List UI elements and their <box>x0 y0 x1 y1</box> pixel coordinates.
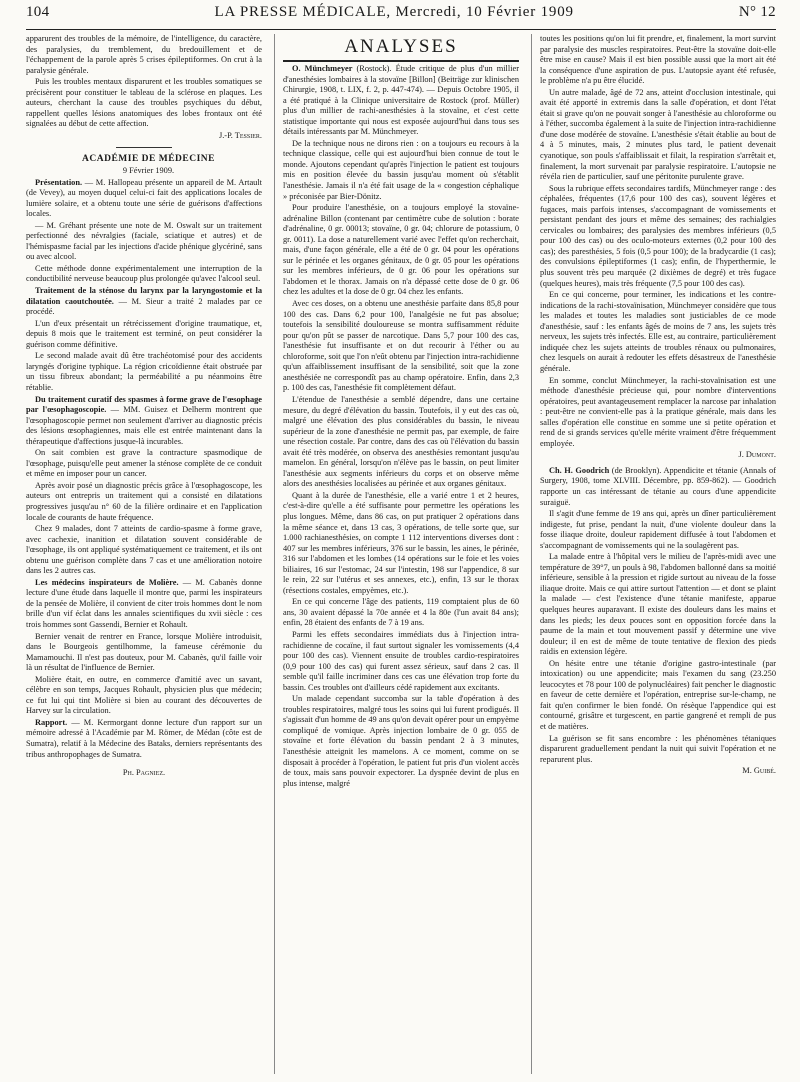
paragraph: De la technique nous ne dirons rien : on a toujours eu recours à la technique classique, celle qui est aujourd'hui bien connue de tout le monde. Ajoutons cependant qu'après l'injection le patient est toujours mis en position élevée du bassin jusqu'au moment où s'établit l'anesthésie. Jamais il n'a été fait usage de la « congestion céphalique » préconisée par Bier-Dönitz. <box>283 138 519 201</box>
paragraph <box>26 578 262 631</box>
columns <box>26 34 776 1074</box>
paragraph-text: — M. Hallopeau présente un appareil de M. Artault (de Vevey), au moyen duquel celui-ci fait des applications locales de lumière solaire, et a obtenu toute une série de guérisons d'affections locales. <box>26 177 262 219</box>
paragraph: Pour produire l'anesthésie, on a toujours employé la stovaïne-adrénaline Billon (contenant par centimètre cube de solution : borate d'adrénaline, 0 gr. 00013; stovaïne, 0 gr. 04; chlorure de potassium, 0 gr. 0011). La dose a naturellement varié avec l'effet qu'on recherchait, mais, d'une façon générale, elle a été de 0 gr. 04 pour les opérations sur le périnée et les organes génitaux, de 0 gr. 05 pour les opérations sur les membres inférieurs, de 0 gr. 06 pour les opérations sur l'abdomen et le thorax. Jamais on n'a dépassé cette dose de 0 gr. 06 chez les adultes et la dose de 0 gr. 04 chez les enfants. <box>283 203 519 297</box>
paragraph-heading: Traitement de la sténose du larynx par la laryngostomie et la dilatation caoutchoutée. <box>26 286 262 306</box>
paragraph-text: — M. Kermorgant donne lecture d'un rapport sur un mémoire adressé à l'Académie par M. Römer, de Médan (côte est de Sumatra), relatif à la Médecine des Bataks, derniers représentants des tribus anthropophages de Sumatra. <box>26 717 262 759</box>
journal-title: LA PRESSE MÉDICALE, Mercredi, 10 Février 1909 <box>214 4 574 20</box>
paragraph-heading: Rapport. <box>35 717 68 727</box>
paragraph: L'étendue de l'anesthésie a semblé dépendre, dans une certaine mesure, du degré d'élévation du bassin. Toutefois, il y eut des cas où, malgré une élévation des plus considérables du bassin, le niveau supérieur de la zone d'anesthésie ne permit pas, par exemple, de faire une résection costale. Par contre, dans des cas où l'élévation du bassin avait été très modérée, on observa des anesthésies remontant jusqu'au mamelon. En général, lorsqu'on n'élève pas le bassin, on peut limiter l'anesthésie aux segments inférieurs du corps et on observe même alors des anesthésies localisées au périnée et aux organes génitaux. <box>283 394 519 489</box>
paragraph: Chez 9 malades, dont 7 atteints de cardio-spasme à forme grave, avec cachexie, inanition et dilatation souvent considérable de l'œsophage, ils ont appliqué systématiquement ce traitement, et ils ont obtenu une guérison complète dans 7 cas et une amélioration notoire dans les 2 autres cas. <box>26 524 262 576</box>
paragraph: Avec ces doses, on a obtenu une anesthésie parfaite dans 85,8 pour 100 des cas. Dans 6,2 pour 100, l'analgésie ne fut pas absolue; toutefois la sensibilité douloureuse se montra suffisamment réduite pour qu'on pût se passer de narcotique. Dans 5,7 pour 100 des cas, l'anesthésie fut insuffisante et on dut recourir à l'éther ou au chloroforme, soit que l'on n'eût obtenu par l'injection intra-rachidienne qu'un affaiblissement insuffisant de la sensibilité, soit que la zone anesthésiée ne correspondît pas au champ opératoire. Enfin, dans 2,3 p. 100 des cas, l'anesthésie fit complètement défaut. <box>283 299 519 393</box>
divider <box>116 147 172 148</box>
paragraph: Puis les troubles mentaux disparurent et les troubles somatiques se précisèrent pour constituer le tableau de la sclérose en plaques. Les auteurs, cherchant la cause des troubles psychiques du début, rappellent quelles lésions anatomiques des lobes frontaux ont été signalées au début de cette affection. <box>26 77 262 129</box>
paragraph: Sous la rubrique effets secondaires tardifs, Münchmeyer range : des céphalées, fréquentes (17,6 pour 100 des cas), souvent légères et fugaces, mais parfois intenses, s'accompagnant de vomissements et persistant pendant des jours et même des semaines; des rachialgies cervicales ou lombaires; des paralysies des membres inférieurs (0,5 pour 100 des cas) ou des oculo-moteurs externes (0,2 pour 100 des cas); des paresthésies, 5 fois (0,5 pour 100); de la bradycardie (1 cas); des convulsions épileptiformes (1 cas); enfin, de l'hyperthermie, le plus souvent très peu marquée (2 dixièmes de degré) et très fugace (quelques heures), mais très fréquente (7,5 pour 100 des cas). <box>540 183 776 288</box>
paragraph <box>283 64 519 138</box>
paragraph: L'un d'eux présentait un rétrécissement d'origine traumatique, et, depuis 8 mois que le traitement est terminé, on peut considérer la guérison comme définitive. <box>26 318 262 349</box>
paragraph: Quant à la durée de l'anesthésie, elle a varié entre 1 et 2 heures, c'est-à-dire qu'elle a été suffisante pour permettre les opérations les plus longues. Même, dans 86 cas, on put pratiquer 2 opérations dans la même séance et, dans 13 cas, 3 opérations, de telle sorte que, sur 1.000 rachianesthésies, on compte 1 112 interventions diverses dont : 407 sur les membres inférieurs, 376 sur le bassin, les aines, le périnée, 316 sur l'abdomen et les lombes (14 opérations sur le foie et les voies biliaires, 16 sur l'estomac, 24 sur l'intestin, 198 sur l'appendice, 8 sur le rein, 22 sur l'utérus et ses annexes, etc.), enfin, 13 sur le thorax (résections costales, empyèmes, etc.). <box>283 490 519 595</box>
paragraph: Parmi les effets secondaires immédiats dus à l'injection intra-rachidienne de cocaïne, il faut surtout signaler les vomissements (4,4 pour 100 des cas). Viennent ensuite de troubles cardio-respiratoires (0,9 pour 100 des cas) qui furent assez sérieux, sauf dans 2 cas. Il semble qu'il faille incriminer dans ces cas une élévation trop forte du bassin. Ces troubles ont d'ailleurs cédé rapidement aux excitants. <box>283 629 519 692</box>
paragraph: On sait combien est grave la contracture spasmodique de l'œsophage, puisqu'elle peut amener la sténose complète de ce conduit et même en imposer pour un cancer. <box>26 448 262 479</box>
page-number: 104 <box>26 4 50 20</box>
column-1 <box>26 34 262 1074</box>
signature: M. Guibé. <box>742 766 776 776</box>
column-3 <box>531 34 776 1074</box>
paragraph: En ce qui concerne l'âge des patients, 119 comptaient plus de 60 ans, 30 avaient dépassé la 70e année et 4 la 80e (l'un avait 84 ans); enfin, 28 étaient des enfants de 7 à 19 ans. <box>283 597 519 628</box>
paragraph <box>540 466 776 508</box>
paragraph-heading: Les médecins inspirateurs de Molière. <box>35 577 179 587</box>
paragraph <box>26 718 262 760</box>
paragraph: Il s'agit d'une femme de 19 ans qui, après un dîner particulièrement indigeste, fut prise, pendant la nuit, d'une violente douleur dans la fosse iliaque droite, douleur rapidement diffusée à tout l'abdomen et s'accompagnant de vomissements qui ne la soulagèrent pas. <box>540 509 776 550</box>
section-banner: ANALYSES <box>283 36 519 62</box>
paragraph-heading: Du traitement curatif des spasmes à forme grave de l'œsophage par l'œsophagoscopie. <box>26 394 262 415</box>
signature: Ph. Pagniez. <box>122 768 166 778</box>
paragraph: toutes les positions qu'on lui fit prendre, et, finalement, la mort survint par paralysie des muscles respiratoires. Peut-être la stovaïne doit-elle être mise en cause? Mais il est bien possible aussi que la mort ait été la conséquence d'une aspiration de pus. L'autopsie ayant été refusée, le problème n'a pu être élucidé. <box>540 34 776 86</box>
paragraph-heading: Présentation. <box>35 177 83 187</box>
paragraph: Un malade cependant succomba sur la table d'opération à des troubles respiratoires, malgré tous les soins qui lui furent prodigués. Il s'agissait d'un homme de 49 ans qu'on devait opérer pour un empyème compliqué de vomique. Après injection lombaire de 0 gr. 055 de stovaïne et forte élévation du bassin pendant 2 à 3 minutes, l'anesthésie atteignit les mamelons. A ce moment, comme on se disposait à procéder à l'opération, le patient fut pris d'un violent accès de toux, mais sans pouvoir expectorer. La dyspnée devint de plus en plus intense, malgré <box>283 694 519 788</box>
paragraph <box>26 286 262 318</box>
paragraph: — M. Gréhant présente une note de M. Oswalt sur un traitement perfectionné des névralgies (faciale, sciatique et autres) et de l'hémispasme facial par les injections d'acide phénique glycériné, sans ou avec alcool. <box>26 220 262 262</box>
paragraph: La malade entre à l'hôpital vers le milieu de l'après-midi avec une température de 39°7, un pouls à 98, l'abdomen ballonné dans sa moitié inférieure, sensible à la pression et rigide surtout au niveau de la fosse iliaque droite. Mais ce qui attire surtout l'attention — et dont se plaint la malade — c'est l'existence d'une tétanie manifeste, apparue quelques heures auparavant. Il existe des douleurs dans les mains et dans les pieds; les deux pouces sont en opposition forcée dans la paume de la main et tout mouvement passif y détermine une vive douleur; il en est de même de toute tentative de flexion des pieds raidis en extension légère. <box>540 552 776 657</box>
paragraph <box>26 178 262 220</box>
issue-number: N° 12 <box>738 4 776 20</box>
column-2 <box>274 34 519 1074</box>
section-title: ACADÉMIE DE MÉDECINE <box>82 154 215 165</box>
article-reference: (de Brooklyn). Appendicite et tétanie (Annals of Surgery, 1908, tome XLVIII. Décembre, pp. 859-862). — Goodrich rapporte un cas intéressant de tétanie au cours d'une appendicite suraiguë. <box>540 465 776 507</box>
paragraph: Molière était, en outre, en commerce d'amitié avec un savant, célèbre en son temps, Jacques Rohault, physicien plus que médecin; ce fut lui qui tint Molière si bien au courant des découvertes de Harvey sur la circulation. <box>26 674 262 716</box>
paragraph <box>26 395 262 448</box>
article-reference: (Rostock). Étude critique de plus d'un millier d'anesthésies lombaires à la stovaïne [Billon] (Beiträge zur klinischen Chirurgie, 1908, t. LIX, f. 2, p. 447-474). — Depuis Octobre 1905, il a été pratiqué à la Clinique universitaire de Rostock (prof. Müller) plus d'un millier de rachi-anesthésies à la stovaïne, et c'est cette statistique importante qui nous est exposée aujourd'hui dans tous ses détails intéressants par M. Münchmeyer. <box>283 64 519 137</box>
paragraph: La guérison se fit sans encombre : les phénomènes tétaniques disparurent graduellement pendant la nuit qui suivit l'opération et ne reparurent plus. <box>540 733 776 764</box>
paragraph: En ce qui concerne, pour terminer, les indications et les contre-indications de la rachi-stovaïnisation, Münchmeyer considère que tous les malades et toutes les maladies sont justiciables de ce mode d'anesthésie, sauf : les enfants âgés de moins de 7 ans, les sujets très nerveux, les sujets très infectés. Elle est, au contraire, particulièrement indiquée chez les sujets atteints de troubles rénaux ou pulmonaires, chez lesquels on aurait à redouter les effets désastreux de l'anesthésie générale. <box>540 290 776 373</box>
paragraph-text: — MM. Guisez et Delherm montrent que l'œsophagoscopie permet non seulement d'arriver au diagnostic précis des lésions œsophagiennes, mais elle est entrée maintenant dans la thérapeutique d'affections jusque-là incurables. <box>26 405 262 446</box>
paragraph: Après avoir posé un diagnostic précis grâce à l'œsophagoscope, les auteurs ont entrepris un traitement qui a consisté en dilatations progressives jusqu'au n° 60 de la filière ordinaire et en l'application locale de courants de haute fréquence. <box>26 480 262 522</box>
article-author: Ch. H. Goodrich <box>549 465 610 475</box>
page-header <box>26 0 776 30</box>
article-author: O. Münchmeyer <box>292 64 353 73</box>
paragraph: Cette méthode donne expérimentalement une interruption de la conductibilité nerveuse beaucoup plus prolongée qu'avec l'alcool seul. <box>26 263 262 284</box>
signature: J. Dumont. <box>738 450 776 460</box>
paragraph: apparurent des troubles de la mémoire, de l'intelligence, du caractère, des paralysies, du tremblement, du bredouillement et de l'échappement de la parole après 5 crises épileptiformes. On crut à la paralysie générale. <box>26 34 262 75</box>
signature: J.-P. Tessier. <box>218 130 262 140</box>
paragraph-text: — M. Cabanès donne lecture d'une étude dans laquelle il montre que, parmi les inspirateurs de la pensée de Molière, il convient de citer trois hommes dont le nom brille d'un vif éclat dans les annales scientifiques du xvii siècle : ces trois hommes sont Gassendi, Bernier et Rohault. <box>26 577 262 629</box>
paragraph: En somme, conclut Münchmeyer, la rachi-stovaïnisation est une méthode d'anesthésie précieuse qui, pour nombre d'interventions opératoires, peut avantageusement remplacer la narcose par inhalation : peut-être ne convient-elle pas à la pratique générale, mais dans les salles d'opération elle constitue en somme une si petite opération et rend de si grands services qu'elle mérite vraiment d'être fréquemment employée. <box>540 375 776 448</box>
paragraph-text: — M. Sieur a traité 2 malades par ce procédé. <box>26 296 262 317</box>
paragraph: Le second malade avait dû être trachéotomisé pour des accidents laryngés d'origine typhique. La région cricoïdienne était obstruée par un tissu fibreux abondant; la perméabilité a pu néanmoins être rétablie. <box>26 351 262 392</box>
paragraph: Un autre malade, âgé de 72 ans, atteint d'occlusion intestinale, qui avait été apporté in extremis dans la salle d'opération, et dont l'état était si grave qu'on ne pouvait songer à l'anesthésie au chloroforme ou à l'éther, succomba également à la suite de l'injection intra-rachidienne d'une dose modérée de stovaïne. L'anesthésie s'était établie au bout de 4 à 5 minutes, mais, 2 minutes plus tard, le patient devenait cyanotique, son pouls s'affaiblissait et filait, la respiration s'arrêtait et, finalement, la mort survenait par paralysie respiratoire. L'autopsie ne révéla rien de particulier, sauf une péritonite purulente grave. <box>540 87 776 182</box>
paragraph: Bernier venait de rentrer en France, lorsque Molière introduisit, dans le Bourgeois gentilhomme, la fameuse cérémonie du Mamamouchi. Il n'est pas douteux, pour M. Cabanès, qu'il faille voir là un résultat de l'influence de Bernier. <box>26 631 262 673</box>
paragraph: On hésite entre une tétanie d'origine gastro-intestinale (par intoxication) ou une appendicite; mais l'examen du sang (23.250 leucocytes et 78 pour 100 de polynucléaires) fait pencher le diagnostic en faveur de cette dernière et l'opération, entreprise sur-le-champ, ne fait qu'en confirmer le bien fondé. On résèque l'appendice qui est contourné, grisâtre et turgescent, en partie gangrené et rempli de pus et de matières. <box>540 658 776 731</box>
section-date: 9 Février 1909. <box>122 166 175 176</box>
